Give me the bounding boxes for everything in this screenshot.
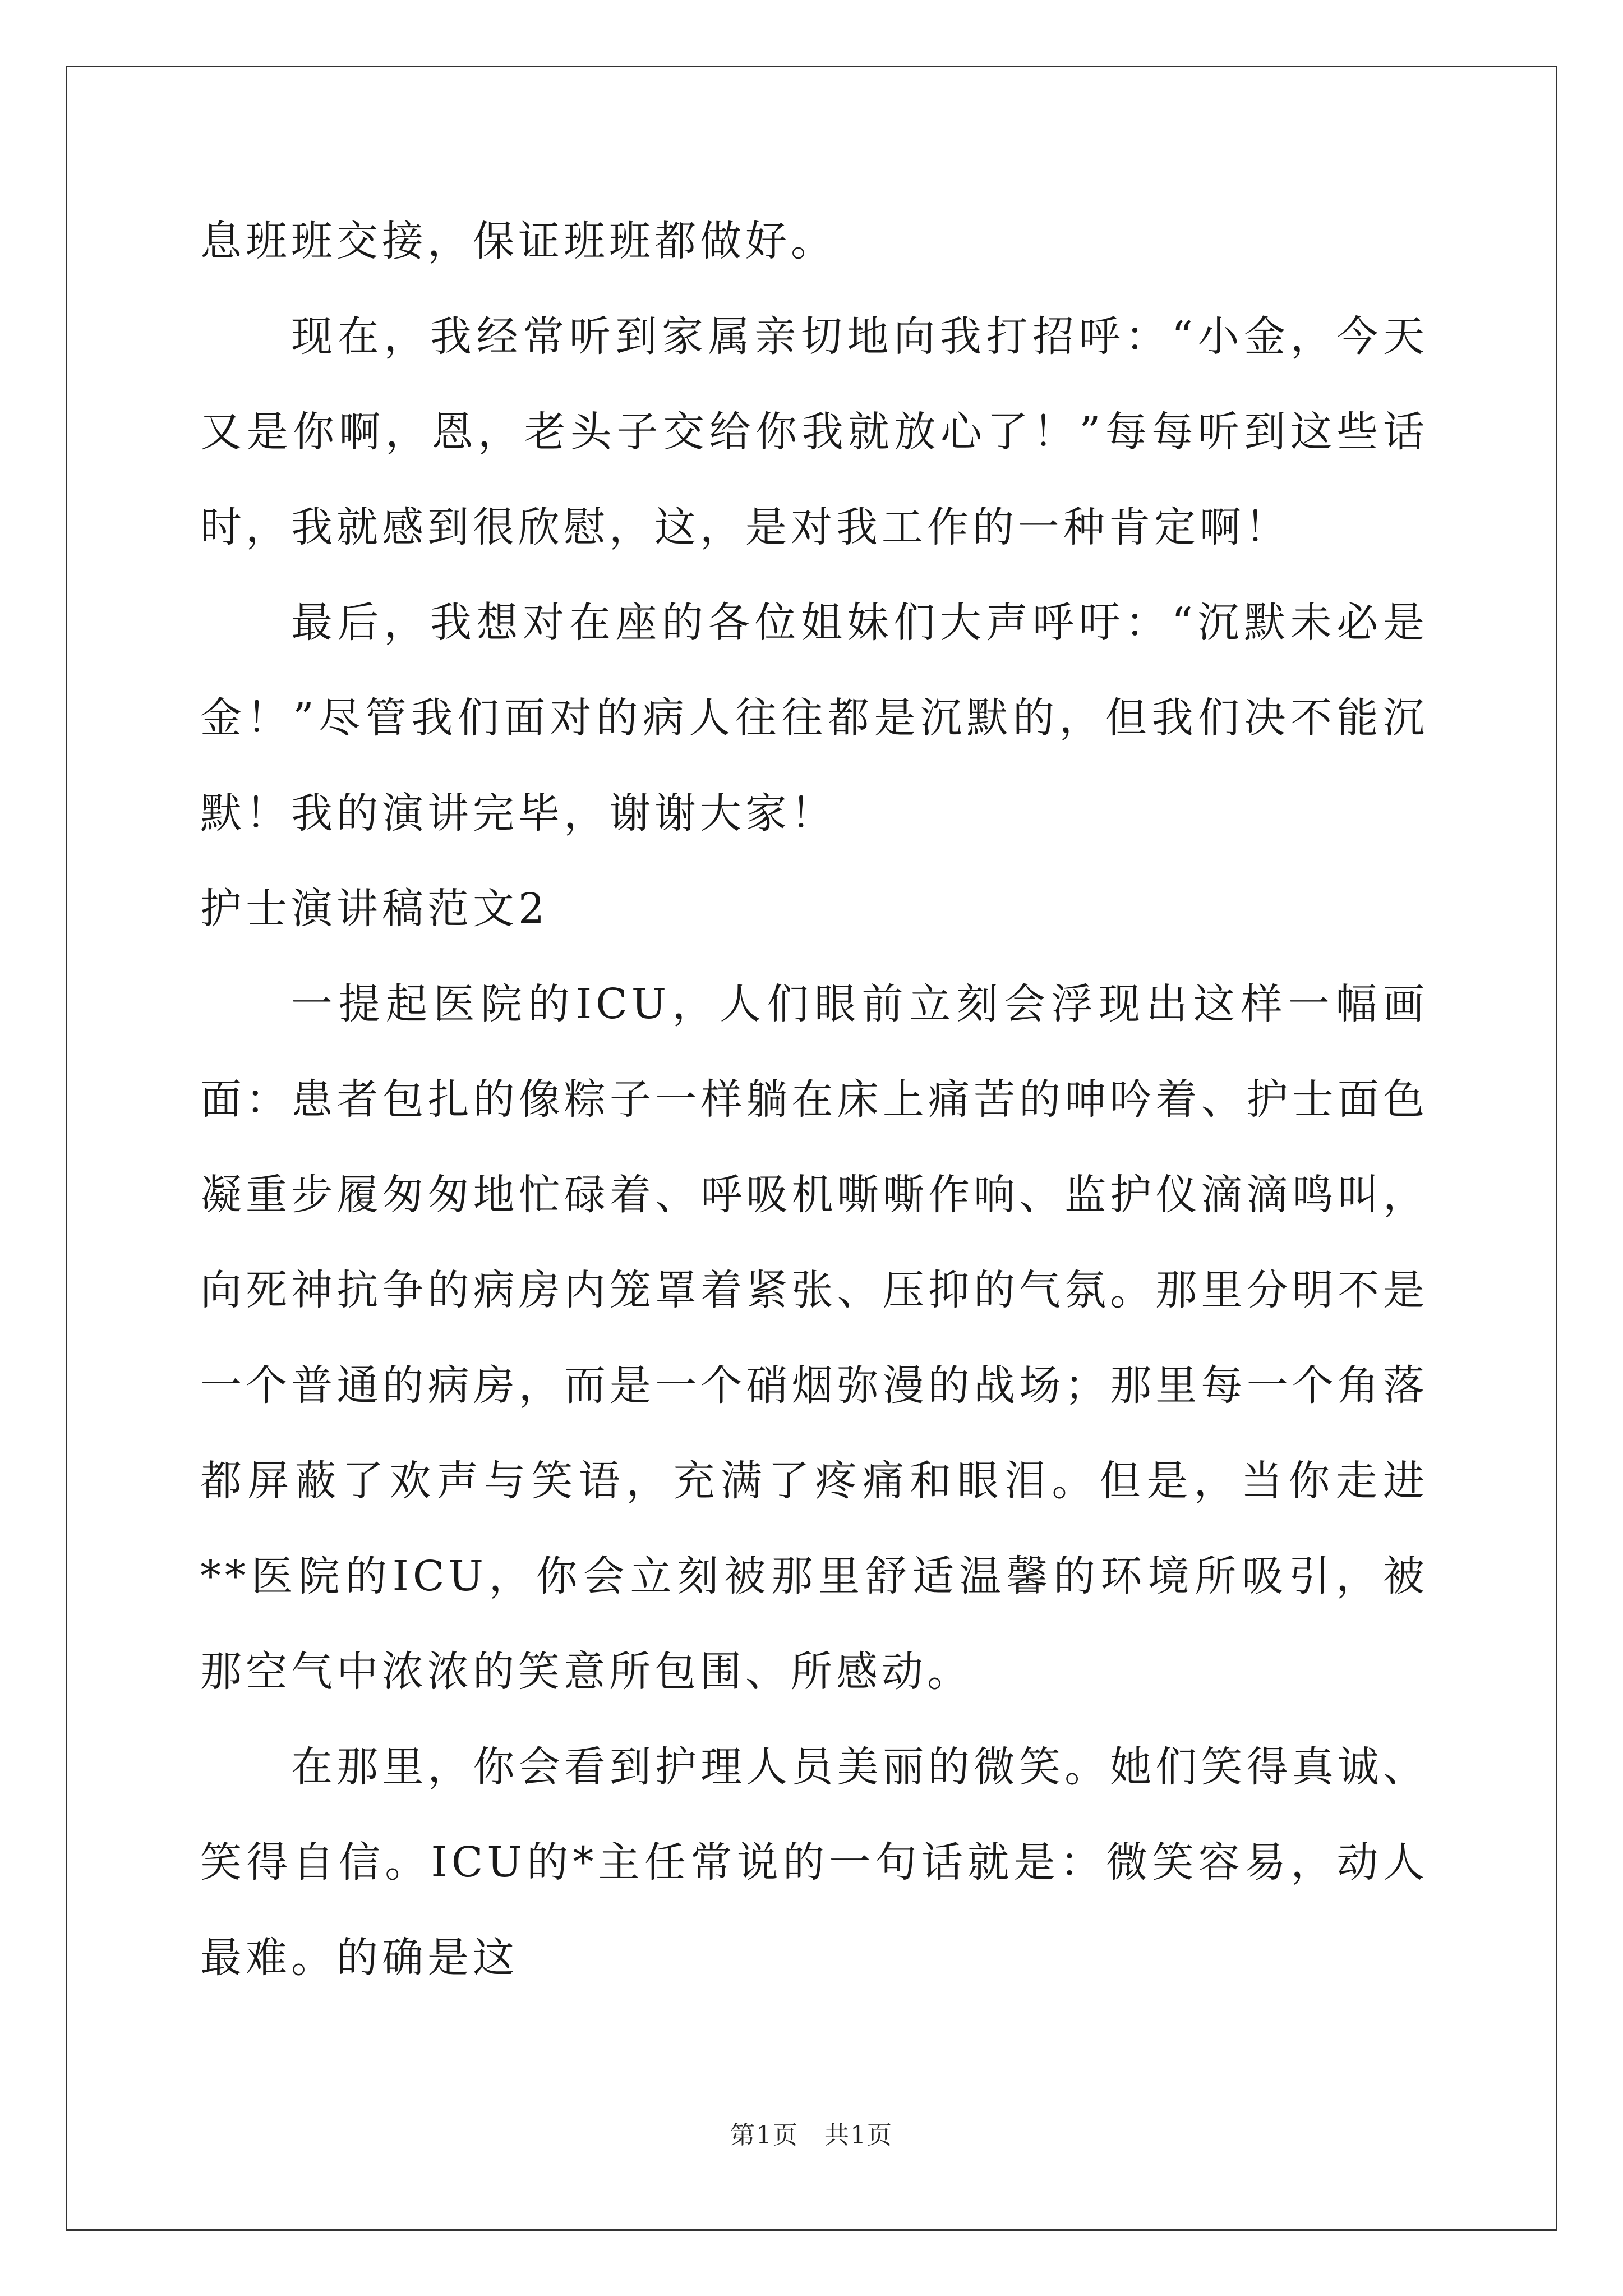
paragraph-4: 一提起医院的ICU，人们眼前立刻会浮现出这样一幅画面：患者包扎的像粽子一样躺在床上痛苦的呻吟着、护士面色凝重步履匆匆地忙碌着、呼吸机嘶嘶作响、监护仪滴滴鸣叫，向死神抗争的病房内笼罩着紧张、压抑的气氛。那里分明不是一个普通的病房，而是一个硝烟弥漫的战场；那里每一个角落都屏蔽了欢声与笑语，充满了疼痛和眼泪。但是，当你走进**医院的ICU，你会立刻被那里舒适温馨的环境所吸引，被那空气中浓浓的笑意所包围、所感动。: [200, 980, 1428, 1696]
paragraph-5: 在那里，你会看到护理人员美丽的微笑。她们笑得真诚、笑得自信。ICU的*主任常说的一句话就是：微笑容易，动人最难。的确是这: [200, 1743, 1428, 1982]
page-footer: 第1页 共1页: [730, 2121, 893, 2150]
paragraph-2: 现在，我经常听到家属亲切地向我打招呼：“小金，今天又是你啊，恩，老头子交给你我就放心了！”每每听到这些话时，我就感到很欣慰，这，是对我工作的一种肯定啊！: [200, 312, 1428, 551]
section-title: 护士演讲稿范文2: [200, 885, 549, 933]
paragraph-1: 息班班交接，保证班班都做好。: [200, 217, 836, 265]
paragraph-3: 最后，我想对在座的各位姐妹们大声呼吁：“沉默未必是金！”尽管我们面对的病人往往都是沉默的，但我们决不能沉默！我的演讲完毕，谢谢大家！: [200, 599, 1428, 838]
document-body: [200, 194, 1428, 2005]
